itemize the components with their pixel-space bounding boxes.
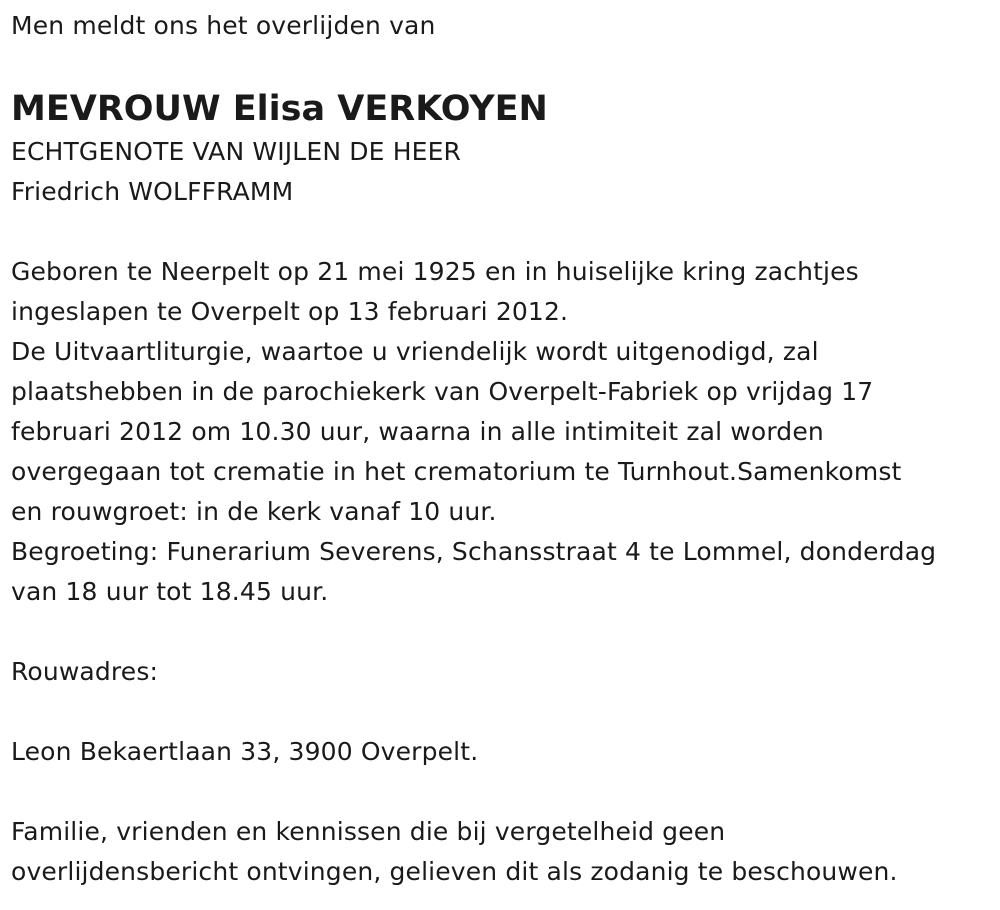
body-line: van 18 uur tot 18.45 uur. [11,577,329,606]
body-line: en rouwgroet: in de kerk vanaf 10 uur. [11,497,497,526]
intro-text: Men meldt ons het overlijden van [11,11,436,40]
spacer [11,692,1000,732]
relation-text: ECHTGENOTE VAN WIJLEN DE HEER [11,137,462,166]
body-line: ingeslapen te Overpelt op 13 februari 2012. [11,297,569,326]
spouse-name: Friedrich WOLFFRAMM [11,177,294,206]
closing-paragraph [11,812,1000,892]
spacer [11,212,1000,252]
body-line: De Uitvaartliturgie, waartoe u vriendelijk wordt uitgenodigd, zal [11,337,819,366]
address-label: Rouwadres: [11,657,159,686]
address-text: Leon Bekaertlaan 33, 3900 Overpelt. [11,737,479,766]
body-line: Begroeting: Funerarium Severens, Schansstraat 4 te Lommel, donderdag [11,537,937,566]
body-line: overgegaan tot crematie in het crematorium te Turnhout.Samenkomst [11,457,902,486]
spacer [11,772,1000,812]
body-line: Geboren te Neerpelt op 21 mei 1925 en in huiselijke kring zachtjes [11,257,859,286]
closing-line: overlijdensbericht ontvingen, gelieven dit als zodanig te beschouwen. [11,857,898,886]
body-line: februari 2012 om 10.30 uur, waarna in alle intimiteit zal worden [11,417,824,446]
closing-line: Familie, vrienden en kennissen die bij vergetelheid geen [11,817,726,846]
deceased-name: MEVROUW Elisa VERKOYEN [11,89,548,129]
spacer [11,612,1000,652]
body-paragraph [11,252,1000,612]
body-line: plaatshebben in de parochiekerk van Overpelt-Fabriek op vrijdag 17 [11,377,874,406]
